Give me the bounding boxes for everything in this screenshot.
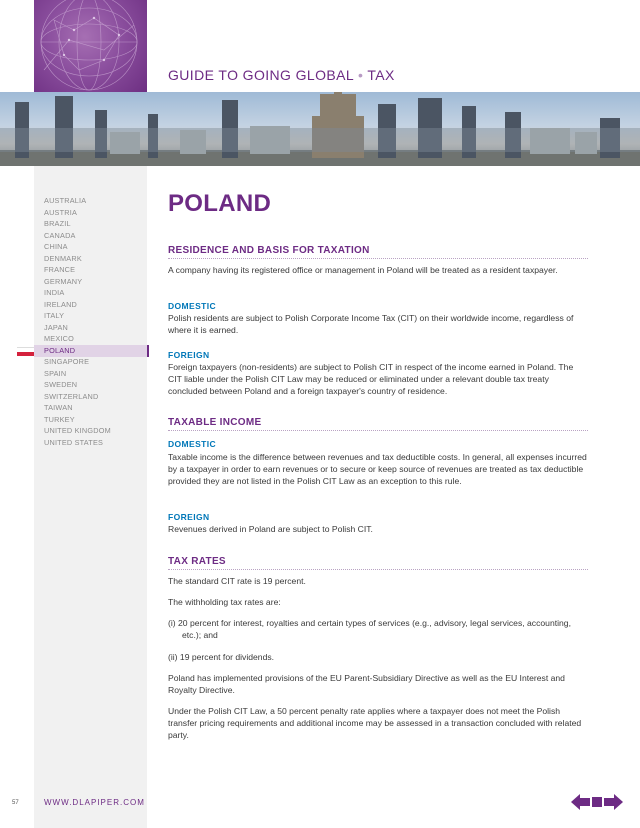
sidebar-item-spain[interactable]: SPAIN xyxy=(44,368,67,378)
title-separator: • xyxy=(358,67,364,83)
sidebar-item-poland[interactable]: POLAND xyxy=(44,345,76,355)
sidebar-item-india[interactable]: INDIA xyxy=(44,288,65,297)
sidebar-item-japan[interactable]: JAPAN xyxy=(44,322,68,332)
globe-graphic xyxy=(34,0,147,92)
sidebar-item-ireland[interactable]: IRELAND xyxy=(44,299,78,309)
city-skyline-photo xyxy=(0,92,640,166)
residence-intro: A company having its registered office or management in Poland will be treated as a resident taxpayer. xyxy=(168,265,558,275)
sidebar-item-china[interactable]: CHINA xyxy=(44,242,68,251)
page-number: 57 xyxy=(12,800,19,806)
guide-title xyxy=(168,67,395,83)
residence-foreign-text: Foreign taxpayers (non-residents) are subject to Polish CIT in respect of the income earned in Poland. The CIT liable under the Polish CIT Law may be reduced or eliminated under a relevant double tax treaty concluded between Poland and a foreign taxpayer's country of residence. xyxy=(168,362,574,396)
rates-list-item-1: (i) 20 percent for interest, royalties and certain types of services (e.g., advisory, legal services, accounting, etc.); and xyxy=(168,618,571,640)
country-nav-list xyxy=(44,195,111,448)
taxable-domestic-heading: DOMESTIC xyxy=(168,439,217,449)
rates-withholding-intro: The withholding tax rates are: xyxy=(168,597,281,607)
sidebar-item-france[interactable]: FRANCE xyxy=(44,265,76,274)
sidebar-active-marker xyxy=(147,345,149,357)
taxable-foreign-text: Revenues derived in Poland are subject to Polish CIT. xyxy=(168,524,373,534)
sidebar-item-sweden[interactable]: SWEDEN xyxy=(44,380,78,389)
rates-list-item-2: (ii) 19 percent for dividends. xyxy=(168,652,275,662)
guide-name: GUIDE TO GOING GLOBAL xyxy=(168,67,355,83)
sidebar-item-united-kingdom[interactable]: UNITED KINGDOM xyxy=(44,426,111,435)
taxable-foreign-heading: FOREIGN xyxy=(168,512,210,522)
sidebar-item-turkey[interactable]: TURKEY xyxy=(44,414,75,424)
section-heading-residence: RESIDENCE AND BASIS FOR TAXATION xyxy=(168,245,588,259)
sidebar-item-australia[interactable]: AUSTRALIA xyxy=(44,196,87,205)
sidebar-item-singapore[interactable]: SINGAPORE xyxy=(44,357,90,366)
sidebar-item-austria[interactable]: AUSTRIA xyxy=(44,207,78,217)
page-navigation xyxy=(571,793,625,811)
residence-foreign-heading: FOREIGN xyxy=(168,350,210,360)
rates-penalty-text: Under the Polish CIT Law, a 50 percent penalty rate applies where a taxpayer does not meet the Polish transfer pricing requirements and additional income may be assessed in a transaction concluded with related party. xyxy=(168,706,582,740)
sidebar-item-united-states[interactable]: UNITED STATES xyxy=(44,437,104,447)
sidebar-item-denmark[interactable]: DENMARK xyxy=(44,253,82,263)
arrow-right-icon[interactable] xyxy=(604,793,623,811)
poland-flag-icon xyxy=(17,347,34,356)
section-heading-taxable-income: TAXABLE INCOME xyxy=(168,417,588,431)
page-title: POLAND xyxy=(168,190,272,217)
section-heading-tax-rates: TAX RATES xyxy=(168,556,588,570)
sidebar-item-mexico[interactable]: MEXICO xyxy=(44,334,74,343)
guide-section: TAX xyxy=(367,67,395,83)
sidebar-item-canada[interactable]: CANADA xyxy=(44,230,76,240)
sidebar-item-italy[interactable]: ITALY xyxy=(44,311,65,320)
residence-domestic-text: Polish residents are subject to Polish Corporate Income Tax (CIT) on their worldwide income, regardless of where it is earned. xyxy=(168,313,574,335)
sidebar-item-taiwan[interactable]: TAIWAN xyxy=(44,403,73,412)
sidebar-item-switzerland[interactable]: SWITZERLAND xyxy=(44,391,99,401)
sidebar-item-germany[interactable]: GERMANY xyxy=(44,276,83,286)
rates-eu-directive-text: Poland has implemented provisions of the EU Parent-Subsidiary Directive as well as the EU Interest and Royalty Directive. xyxy=(168,673,565,695)
arrow-left-icon[interactable] xyxy=(571,793,590,811)
rates-standard-text: The standard CIT rate is 19 percent. xyxy=(168,576,306,586)
sidebar-item-brazil[interactable]: BRAZIL xyxy=(44,219,71,228)
square-icon[interactable] xyxy=(592,797,602,807)
residence-domestic-heading: DOMESTIC xyxy=(168,301,217,311)
taxable-domestic-text: Taxable income is the difference between revenues and tax deductible costs. In general, all expenses incurred by a taxpayer in order to earn revenues or to secure or keep source of revenues are treated as tax deductible provided they are not listed in the Polish CIT Law as an exception to this rule. xyxy=(168,452,587,486)
footer-website-link[interactable]: WWW.DLAPIPER.COM xyxy=(44,798,145,807)
